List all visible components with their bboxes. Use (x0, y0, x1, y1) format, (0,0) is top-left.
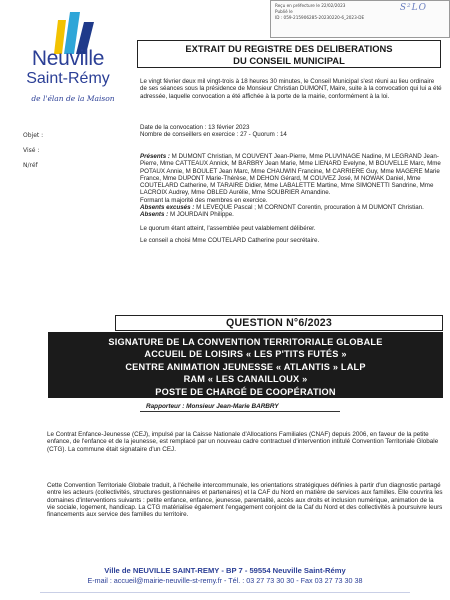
convocation-date: Date de la convocation : 13 février 2023 (140, 124, 250, 131)
excused-label: Absents excusés : (140, 204, 195, 212)
intro-paragraph: Le vingt février deux mil vingt-trois à 18 heures 30 minutes, le Conseil Municipal s'est réuni au lieu ordinaire de ses séances sous la présidence de Monsieur Christian DUMONT, Maire, suite à la convocation qui lui a été adressée, laquelle convocation a été affichée à la porte de la mairie, conformément à la loi. (140, 78, 442, 100)
excused-names: M LEVEQUE Pascal ; M CORNONT Corentin, procuration à M DUMONT Christian. (196, 204, 424, 212)
title-line-2: DU CONSEIL MUNICIPAL (233, 55, 345, 66)
quorum-text: Le quorum étant atteint, l'assemblée peut valablement délibérer. (140, 224, 316, 232)
footer-address: Ville de NEUVILLE SAINT-REMY - BP 7 - 59554 Neuville Saint-Rémy (104, 566, 346, 575)
present-names: M DUMONT Christian, M COUVENT Jean-Pierre, Mme PLUVINAGE Nadine, M LEGRAND Jean-Pierre, Mme CATTEAUX Annick, M BARBRY Jean Marie, Mme LIENARD Evelyne, M BOUVELLE Marc, Mme POTAUX Annie, M BOULET Jean Marc, Mme CHAUWIN Francine, M CARRIERE Guy, Mme MAGERE Marie France, Mme DUPONT Marie-Thérèse, M DEHON Gérard, M COUVEZ José, M NOWAK Daniel, Mme COUTELARD Catherine, M TARAIRE Didier, Mme LABALETTE Martine, Mme SIMONETTI Sandrine, Mme LACROIX Audrey, Mme OBLED Aurélie, Mme SOUBRIER Amandine. (140, 153, 441, 197)
stamp-signature: S²LO (399, 3, 427, 13)
present-label: Présents : (140, 153, 170, 160)
absent-names: M JOURDAIN Philippe. (169, 211, 234, 219)
title-line-1: EXTRAIT DU REGISTRE DES DELIBERATIONS (185, 43, 393, 54)
logo-name: Neuville (31, 47, 105, 70)
majority-text: Formant la majorité des membres en exercice. (140, 196, 268, 204)
side-labels (23, 128, 43, 173)
absent-label: Absents : (140, 211, 169, 219)
attendance-block (140, 153, 442, 244)
stamp-published-line: Publié le (275, 9, 293, 15)
secretary-text: Le conseil a choisi Mme COUTELARD Catherine pour secrétaire. (140, 236, 320, 244)
subject-line-2: ACCUEIL DE LOISIRS « LES P'TITS FUTÉS » (144, 349, 347, 360)
reference-label: N/réf (23, 162, 38, 169)
subject-line-5: POSTE DE CHARGÉ DE COOPÉRATION (155, 386, 336, 397)
question-number: QUESTION N°6/2023 (115, 315, 443, 331)
subject-line-1: SIGNATURE DE LA CONVENTION TERRITORIALE GLOBALE (108, 337, 383, 347)
stamp-received-line: Reçu en préfecture le 22/02/2023 (275, 3, 346, 8)
absent-list (140, 211, 442, 218)
excused-list (140, 204, 442, 211)
logo-town: Saint-Rémy (26, 70, 110, 87)
subject-box (48, 332, 443, 398)
vise-label: Visé : (23, 147, 40, 154)
member-counts: Nombre de conseillers en exercice : 27 - Quorum : 14 (140, 131, 287, 139)
subject-line-4: RAM « LES CANAILLOUX » (183, 374, 308, 385)
meeting-info (140, 124, 442, 139)
prefecture-stamp (270, 0, 450, 38)
town-logo (8, 8, 128, 120)
footer-rule (40, 592, 410, 593)
rapporteur: Rapporteur : Monsieur Jean-Marie BARBRY (140, 402, 340, 412)
stamp-id-line: ID : 059-215906285-20230220-6_2023-DE (275, 15, 365, 21)
document-title (137, 40, 441, 68)
present-list (140, 153, 442, 197)
footer (0, 566, 450, 586)
footer-contact: E-mail : accueil@mairie-neuville-st-remy.fr - Tél. : 03 27 73 30 30 - Fax 03 27 73 30 38 (87, 576, 363, 585)
paragraph-cej: Le Contrat Enfance-Jeunesse (CEJ), impulsé par la Caisse Nationale d'Allocations Familiales (CNAF) depuis 2006, en faveur de la petite enfance, de l'enfance et de la jeunesse, est remplacé par un nouveau cadre contractuel d'intervention intitulé Convention Territoriale Globale (CTG). La commune était signataire d'un CEJ. (47, 431, 439, 453)
logo-tagline: de l'élan de la Maison (31, 94, 115, 103)
subject-line-3: CENTRE ANIMATION JEUNESSE « ATLANTIS » LALP (125, 361, 366, 372)
object-label: Objet : (23, 132, 44, 139)
paragraph-ctg: Cette Convention Territoriale Globale traduit, à l'échelle intercommunale, les orientations stratégiques définies à partir d'un diagnostic partagé entre les acteurs (collectivités, structures gestionnaires et partenaires) et la CAF du Nord en matière de services aux familles. Elle couvrira les domaines d'interventions suivants : petite enfance, enfance, jeunesse, parentalité, accès aux droits et inclusion numérique, animation de la vie sociale, logement, handicap. La CTG matérialise également l'engagement conjoint de la Caf du Nord et des collectivités à poursuivre leurs financements aux service des familles du territoire. (47, 482, 443, 519)
